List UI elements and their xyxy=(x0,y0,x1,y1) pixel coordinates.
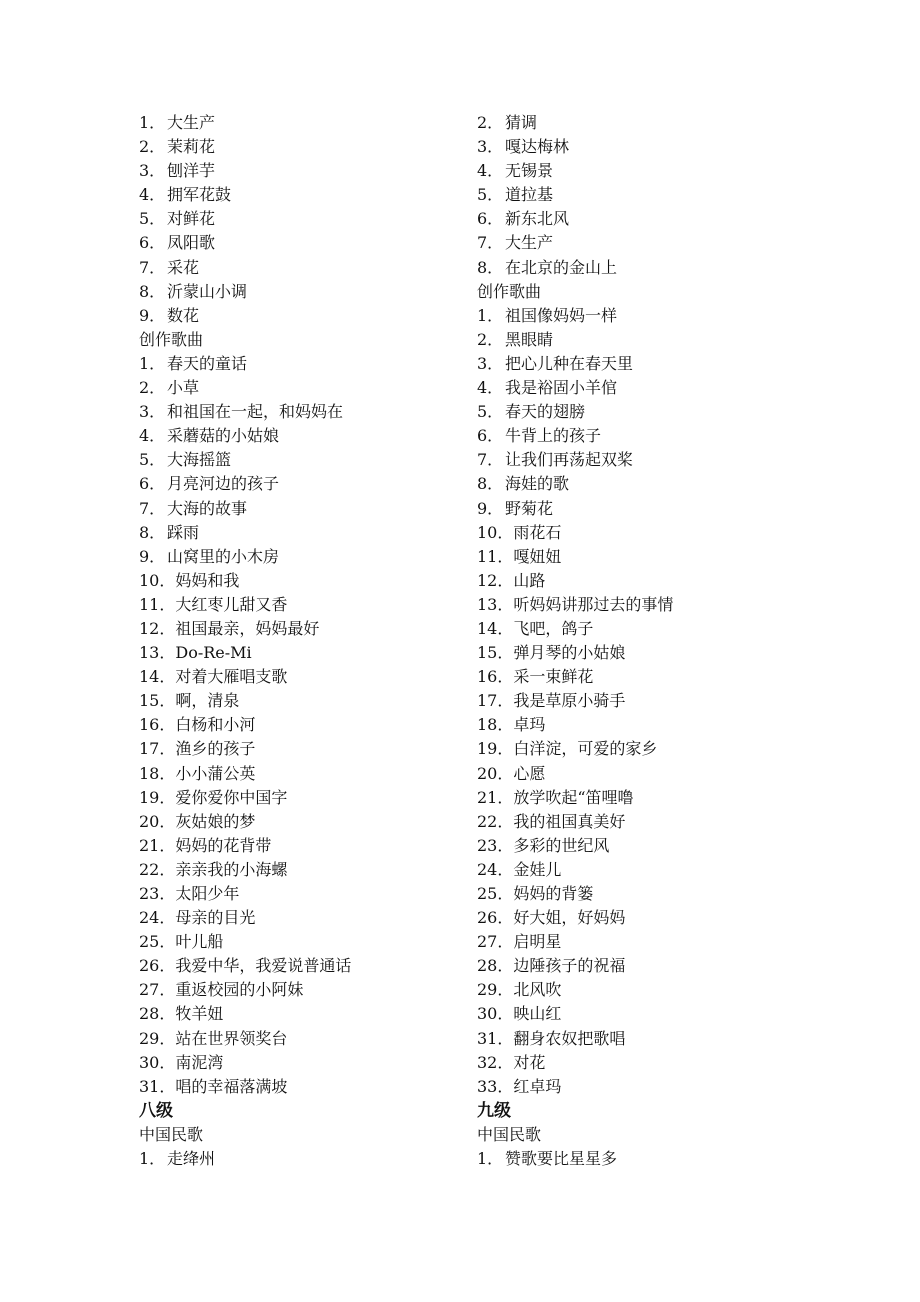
song-list-item xyxy=(477,978,807,1002)
song-title: 祖国像妈妈一样 xyxy=(505,305,618,325)
song-title: 大海摇篮 xyxy=(167,450,232,470)
song-list-item xyxy=(477,593,807,617)
song-list-item xyxy=(139,231,469,255)
item-number: 20． xyxy=(477,763,514,783)
song-list-item xyxy=(139,1027,469,1051)
song-list-item xyxy=(477,256,807,280)
song-list-item xyxy=(477,1147,807,1171)
song-list-item xyxy=(139,762,469,786)
song-list-item xyxy=(139,834,469,858)
song-title: 白洋淀，可爱的家乡 xyxy=(513,739,658,759)
song-list-item xyxy=(477,810,807,834)
right-column xyxy=(477,111,807,1171)
song-list-item xyxy=(477,448,807,472)
song-list-item xyxy=(139,882,469,906)
section-title: 创作歌曲 xyxy=(139,329,204,349)
item-number: 4． xyxy=(477,161,504,181)
song-list-item xyxy=(477,689,807,713)
song-title: 新东北风 xyxy=(505,209,570,229)
song-title: 边陲孩子的祝福 xyxy=(513,956,626,976)
song-list-item xyxy=(477,400,807,424)
song-list-item xyxy=(139,1075,469,1099)
item-number: 8． xyxy=(139,522,166,542)
item-number: 21． xyxy=(477,787,514,807)
song-list-item xyxy=(139,593,469,617)
song-list-item xyxy=(139,497,469,521)
item-number: 8． xyxy=(139,281,166,301)
item-number: 7． xyxy=(477,450,504,470)
song-title: 红卓玛 xyxy=(513,1076,562,1096)
item-number: 1． xyxy=(139,353,166,373)
item-number: 2． xyxy=(139,378,166,398)
song-title: 好大姐，好妈妈 xyxy=(513,908,626,928)
item-number: 32． xyxy=(477,1052,514,1072)
item-number: 26． xyxy=(477,908,514,928)
song-list-item xyxy=(477,545,807,569)
item-number: 1． xyxy=(139,1149,166,1169)
song-title: 采花 xyxy=(167,257,200,277)
song-title: 啊，清泉 xyxy=(175,691,240,711)
item-number: 14． xyxy=(139,667,176,687)
song-list-item xyxy=(477,376,807,400)
song-title: 茉莉花 xyxy=(167,137,216,157)
item-number: 23． xyxy=(477,835,514,855)
item-number: 6． xyxy=(477,209,504,229)
song-list-item xyxy=(139,159,469,183)
song-title: 牛背上的孩子 xyxy=(505,426,602,446)
item-number: 3． xyxy=(139,402,166,422)
item-number: 18． xyxy=(477,715,514,735)
song-list-item xyxy=(139,400,469,424)
item-number: 16． xyxy=(477,667,514,687)
song-title: 把心儿种在春天里 xyxy=(505,353,634,373)
song-title: 嘎达梅林 xyxy=(505,137,570,157)
song-list-item xyxy=(477,472,807,496)
song-list-item xyxy=(139,665,469,689)
item-number: 13． xyxy=(477,594,514,614)
song-title: 妈妈和我 xyxy=(175,570,240,590)
song-list-item xyxy=(477,1002,807,1026)
song-list-item xyxy=(139,737,469,761)
song-list-item xyxy=(139,472,469,496)
song-list-item xyxy=(477,304,807,328)
song-title: 心愿 xyxy=(513,763,546,783)
song-title: 飞吧，鸽子 xyxy=(513,618,594,638)
song-title: 大生产 xyxy=(167,113,216,132)
song-title: 大海的故事 xyxy=(167,498,248,518)
song-title: 重返校园的小阿妹 xyxy=(175,980,304,1000)
item-number: 6． xyxy=(477,426,504,446)
song-title: 采一束鲜花 xyxy=(513,667,594,687)
item-number: 5． xyxy=(477,185,504,205)
item-number: 22． xyxy=(139,859,176,879)
song-list-item xyxy=(139,569,469,593)
song-list-item xyxy=(477,665,807,689)
item-number: 24． xyxy=(139,908,176,928)
item-number: 7． xyxy=(477,233,504,253)
item-number: 6． xyxy=(139,474,166,494)
song-title: 卓玛 xyxy=(513,715,546,735)
item-number: 10． xyxy=(477,522,514,542)
item-number: 33． xyxy=(477,1076,514,1096)
song-list-item xyxy=(477,135,807,159)
item-number: 13． xyxy=(139,643,176,663)
song-title: 对鲜花 xyxy=(167,209,216,229)
item-number: 5． xyxy=(139,450,166,470)
song-list-item xyxy=(477,882,807,906)
song-title: 无锡景 xyxy=(505,161,554,181)
song-title: 和祖国在一起，和妈妈在 xyxy=(167,402,344,422)
song-title: 对花 xyxy=(513,1052,546,1072)
song-title: 山路 xyxy=(513,570,546,590)
song-list-item xyxy=(139,207,469,231)
song-title: 对着大雁唱支歌 xyxy=(175,667,288,687)
song-title: 听妈妈讲那过去的事情 xyxy=(513,594,674,614)
song-title: 走绛州 xyxy=(167,1149,216,1169)
item-number: 1． xyxy=(477,1149,504,1169)
item-number: 3． xyxy=(477,353,504,373)
item-number: 29． xyxy=(139,1028,176,1048)
song-list-item xyxy=(139,641,469,665)
song-title: 小小蒲公英 xyxy=(175,763,256,783)
item-number: 15． xyxy=(139,691,176,711)
item-number: 10． xyxy=(139,570,176,590)
item-number: 4． xyxy=(477,378,504,398)
song-list-item xyxy=(477,1075,807,1099)
song-list-item xyxy=(139,1147,469,1171)
song-title: 道拉基 xyxy=(505,185,554,205)
song-title: 沂蒙山小调 xyxy=(167,281,248,301)
item-number: 25． xyxy=(477,884,514,903)
item-number: 31． xyxy=(139,1076,176,1096)
item-number: 2． xyxy=(477,329,504,349)
song-list-item xyxy=(139,810,469,834)
song-list-item xyxy=(477,497,807,521)
item-number: 5． xyxy=(477,402,504,422)
item-number: 26． xyxy=(139,956,176,976)
song-title: 黑眼睛 xyxy=(505,329,554,349)
item-number: 18． xyxy=(139,763,176,783)
item-number: 21． xyxy=(139,835,176,855)
item-number: 19． xyxy=(477,739,514,759)
song-list-item xyxy=(477,424,807,448)
song-title: 春天的翅膀 xyxy=(505,402,586,422)
item-number: 9． xyxy=(139,305,166,325)
item-number: 24． xyxy=(477,859,514,879)
song-list-item xyxy=(139,304,469,328)
song-title: 野菊花 xyxy=(505,498,554,518)
song-title: 雨花石 xyxy=(513,522,562,542)
song-title: 牧羊妞 xyxy=(175,1004,224,1024)
song-list-item xyxy=(477,762,807,786)
song-title: 多彩的世纪风 xyxy=(513,835,610,855)
song-title: 海娃的歌 xyxy=(505,474,570,494)
song-list-item xyxy=(477,352,807,376)
song-title: 凤阳歌 xyxy=(167,233,216,253)
song-list-item xyxy=(139,545,469,569)
song-list-item xyxy=(139,376,469,400)
item-number: 9． xyxy=(139,546,166,566)
song-list-item xyxy=(139,978,469,1002)
song-list-item xyxy=(139,280,469,304)
song-title: 嘎妞妞 xyxy=(513,546,562,566)
song-title: 映山红 xyxy=(513,1004,562,1024)
song-title: 月亮河边的孩子 xyxy=(167,474,280,494)
song-title: 小草 xyxy=(167,378,200,398)
song-list-item xyxy=(139,352,469,376)
song-list-item xyxy=(477,328,807,352)
song-title: 拥军花鼓 xyxy=(167,185,232,205)
song-list-item xyxy=(477,231,807,255)
song-title: 弹月琴的小姑娘 xyxy=(513,643,626,663)
song-list-item xyxy=(139,906,469,930)
song-list-item xyxy=(477,737,807,761)
item-number: 15． xyxy=(477,643,514,663)
song-list-item xyxy=(139,1002,469,1026)
section-title: 中国民歌 xyxy=(139,1124,204,1144)
song-title: 采蘑菇的小姑娘 xyxy=(167,426,280,446)
item-number: 14． xyxy=(477,618,514,638)
song-title: 妈妈的背篓 xyxy=(513,884,594,903)
item-number: 17． xyxy=(477,691,514,711)
song-list-item xyxy=(477,617,807,641)
song-list-item xyxy=(477,159,807,183)
song-title: 在北京的金山上 xyxy=(505,257,618,277)
item-number: 16． xyxy=(139,715,176,735)
song-list-item xyxy=(477,786,807,810)
song-list-item xyxy=(139,135,469,159)
item-number: 4． xyxy=(139,426,166,446)
item-number: 30． xyxy=(477,1004,514,1024)
song-list-item xyxy=(477,521,807,545)
song-title: 刨洋芋 xyxy=(167,161,216,181)
song-list-item xyxy=(139,256,469,280)
song-title: 大生产 xyxy=(505,233,554,253)
song-list-item xyxy=(477,713,807,737)
item-number: 11． xyxy=(477,546,514,566)
song-title: 启明星 xyxy=(513,932,562,952)
song-list-item xyxy=(139,858,469,882)
song-title: 赞歌要比星星多 xyxy=(505,1149,618,1169)
item-number: 4． xyxy=(139,185,166,205)
song-list-item xyxy=(477,834,807,858)
item-number: 23． xyxy=(139,884,176,903)
song-title: 猜调 xyxy=(505,113,538,132)
song-list-item xyxy=(477,906,807,930)
song-title: 祖国最亲，妈妈最好 xyxy=(175,618,320,638)
item-number: 7． xyxy=(139,257,166,277)
song-list-item xyxy=(139,183,469,207)
song-title: 白杨和小河 xyxy=(175,715,256,735)
section-title: 中国民歌 xyxy=(477,1124,542,1144)
song-list-item xyxy=(139,713,469,737)
item-number: 30． xyxy=(139,1052,176,1072)
item-number: 5． xyxy=(139,209,166,229)
song-list-item xyxy=(139,424,469,448)
song-list-item xyxy=(139,448,469,472)
song-list-item xyxy=(139,1051,469,1075)
item-number: 17． xyxy=(139,739,176,759)
item-number: 20． xyxy=(139,811,176,831)
song-list-item xyxy=(139,689,469,713)
song-list-item xyxy=(477,183,807,207)
item-number: 12． xyxy=(139,618,176,638)
item-number: 1． xyxy=(139,113,166,132)
item-number: 19． xyxy=(139,787,176,807)
song-title: 数花 xyxy=(167,305,200,325)
level-heading: 八级 xyxy=(139,1100,173,1121)
song-title: 叶儿船 xyxy=(175,932,224,952)
song-list-item xyxy=(139,617,469,641)
song-list-item xyxy=(477,954,807,978)
item-number: 7． xyxy=(139,498,166,518)
song-list-item xyxy=(477,111,807,135)
song-list-item xyxy=(139,111,469,135)
item-number: 3． xyxy=(477,137,504,157)
song-title: 渔乡的孩子 xyxy=(175,739,256,759)
song-title: 翻身农奴把歌唱 xyxy=(513,1028,626,1048)
song-title: 亲亲我的小海螺 xyxy=(175,859,288,879)
item-number: 8． xyxy=(477,257,504,277)
item-number: 29． xyxy=(477,980,514,1000)
song-title: 北风吹 xyxy=(513,980,562,1000)
song-title: 南泥湾 xyxy=(175,1052,224,1072)
song-title: 爱你爱你中国字 xyxy=(175,787,288,807)
left-column xyxy=(139,111,469,1171)
song-title: 站在世界领奖台 xyxy=(175,1028,288,1048)
song-title: 踩雨 xyxy=(167,522,200,542)
song-title: 唱的幸福落满坡 xyxy=(175,1076,288,1096)
song-list-item xyxy=(477,641,807,665)
item-number: 3． xyxy=(139,161,166,181)
song-title: 山窝里的小木房 xyxy=(167,546,280,566)
section-title: 创作歌曲 xyxy=(477,281,542,301)
song-list-item xyxy=(139,521,469,545)
song-list-item xyxy=(477,1027,807,1051)
song-list-item xyxy=(139,954,469,978)
item-number: 27． xyxy=(477,932,514,952)
song-title: 灰姑娘的梦 xyxy=(175,811,256,831)
song-title: 大红枣儿甜又香 xyxy=(175,594,288,614)
song-title: 我爱中华，我爱说普通话 xyxy=(175,956,352,976)
song-title: 我的祖国真美好 xyxy=(513,811,626,831)
item-number: 9． xyxy=(477,498,504,518)
song-list-item xyxy=(477,207,807,231)
song-title: 妈妈的花背带 xyxy=(175,835,272,855)
item-number: 31． xyxy=(477,1028,514,1048)
song-list-item xyxy=(139,930,469,954)
song-title: 金娃儿 xyxy=(513,859,562,879)
item-number: 11． xyxy=(139,594,176,614)
song-title: 我是裕固小羊倌 xyxy=(505,378,618,398)
item-number: 2． xyxy=(139,137,166,157)
item-number: 8． xyxy=(477,474,504,494)
item-number: 27． xyxy=(139,980,176,1000)
song-list-item xyxy=(477,930,807,954)
item-number: 28． xyxy=(477,956,514,976)
song-title: 放学吹起“笛哩噜 xyxy=(513,787,634,807)
song-title: 让我们再荡起双桨 xyxy=(505,450,634,470)
song-title: 母亲的目光 xyxy=(175,908,256,928)
song-list-item xyxy=(139,786,469,810)
song-title: 春天的童话 xyxy=(167,353,248,373)
item-number: 25． xyxy=(139,932,176,952)
item-number: 1． xyxy=(477,305,504,325)
level-heading: 九级 xyxy=(477,1100,511,1121)
song-title: 我是草原小骑手 xyxy=(513,691,626,711)
song-list-item xyxy=(477,858,807,882)
item-number: 28． xyxy=(139,1004,176,1024)
song-list-item xyxy=(477,569,807,593)
item-number: 6． xyxy=(139,233,166,253)
song-title: 太阳少年 xyxy=(175,884,240,903)
item-number: 22． xyxy=(477,811,514,831)
item-number: 2． xyxy=(477,113,504,132)
song-list-item xyxy=(477,1051,807,1075)
song-title: Do-Re-Mi xyxy=(175,643,252,663)
item-number: 12． xyxy=(477,570,514,590)
